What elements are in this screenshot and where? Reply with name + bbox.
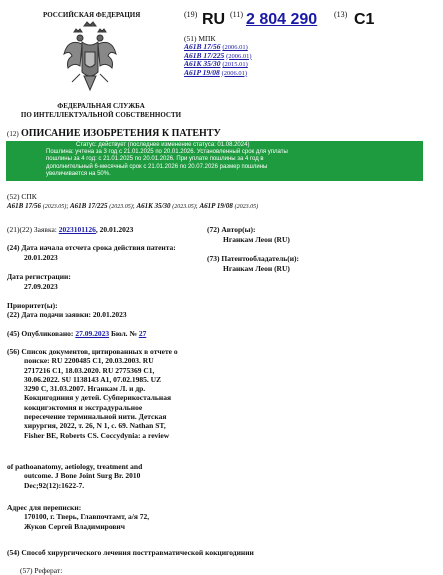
patent-number-link[interactable]: 2 804 290: [246, 11, 318, 28]
federation-label: РОССИЙСКАЯ ФЕДЕРАЦИЯ: [43, 11, 141, 19]
spk-year: (2023.05): [109, 204, 133, 210]
spk-code: A61K 35/30: [136, 202, 171, 210]
status-box: [6, 141, 423, 181]
abstract-label: (57) Реферат:: [20, 566, 63, 575]
mpk-code-link[interactable]: A61B 17/56: [184, 42, 221, 51]
citation-line: кокцигэктомия и экстрадуральное: [24, 402, 143, 412]
status-line-3: пошлины за 4 год: с 21.01.2025 по 20.01.2026. При уплате пошлины за 4 год в: [46, 156, 264, 163]
code-13: (13): [334, 10, 348, 19]
spk-label: (52) СПК: [7, 192, 37, 201]
citations-continued: [7, 462, 142, 490]
spk-year: (2023.05): [172, 204, 196, 210]
citation-line: Кокцигодиния у детей. Субперикостальная: [24, 393, 172, 403]
code-19: (19): [184, 10, 198, 19]
status-line-1: Статус: действует (последнее изменение статуса: 01.08.2024): [76, 142, 250, 148]
patent-holder-label: (73) Патентообладатель(и):: [207, 254, 300, 263]
citation-line: 2717216 C1, 18.03.2020. RU 2775369 C1,: [24, 365, 155, 375]
published-label: (45) Опубликовано:: [7, 329, 74, 338]
document-title: ОПИСАНИЕ ИЗОБРЕТЕНИЯ К ПАТЕНТУ: [21, 128, 221, 139]
citation-line: 3290 C, 31.03.2007. Нганкам Л. и др.: [24, 384, 146, 394]
status-line-5: увеличивается на 50%.: [46, 170, 111, 177]
priority-label: Приоритет(ы):: [7, 301, 58, 310]
spk-list: A61B 17/56 (2023.05); A61B 17/225 (2023.05); A61K 35/30 (2023.05); A61P 19/08 (2023.05): [7, 202, 259, 210]
agency-line-2: ПО ИНТЕЛЛЕКТУАЛЬНОЙ СОБСТВЕННОСТИ: [20, 111, 182, 119]
mpk-year: (2006.01): [221, 69, 248, 77]
mpk-label: (51) МПК: [184, 34, 216, 43]
published-date-link[interactable]: 27.09.2023: [75, 329, 110, 338]
term-start-label: (24) Дата начала отсчета срока действия патента:: [7, 243, 176, 252]
citation-line: Fisher BE, Roberts CS. Coccydynia: a review: [24, 430, 170, 440]
invention-title: (54) Способ хирургического лечения посттравматической кокцигодинии: [7, 548, 254, 557]
address-line: Жуков Сергей Владимирович: [24, 521, 125, 531]
mpk-year: (2015.01): [222, 61, 248, 68]
citations-block: [7, 347, 199, 440]
status-line-2: Пошлина: учтена за 3 год с 21.01.2025 по 20.01.2026. Установленный срок для уплаты: [46, 149, 288, 156]
published-field: [7, 329, 146, 338]
term-start-value: 20.01.2023: [24, 253, 58, 262]
spk-code: A61B 17/225: [70, 202, 108, 210]
mpk-code-link[interactable]: A61P 19/08: [184, 67, 220, 77]
citation-line: outcome. J Bone Joint Surg Br. 2010: [24, 471, 141, 481]
mpk-year: (2006.01): [226, 52, 252, 60]
registration-value: 27.09.2023: [24, 282, 58, 291]
code-12: (12): [7, 130, 19, 138]
kind-code: C1: [354, 11, 375, 28]
registration-label: Дата регистрации:: [7, 272, 71, 281]
spk-year: (2023.05): [42, 204, 67, 210]
mpk-list: [184, 43, 252, 77]
russia-emblem-icon: [60, 20, 120, 96]
authors-value: Нганкам Леон (RU): [223, 235, 290, 244]
citation-line: пересечение терминальной нити. Детская: [24, 412, 167, 422]
agency-line-1: ФЕДЕРАЛЬНАЯ СЛУЖБА: [57, 102, 145, 110]
application-label: (21)(22) Заявка:: [7, 225, 57, 234]
mpk-item: [184, 69, 252, 78]
mpk-code-link[interactable]: A61K 35/30: [184, 59, 221, 68]
status-line-4: дополнительный 6-месячный срок с 21.01.2026 по 20.07.2026 размер пошлины: [46, 163, 268, 170]
spk-code: A61P 19/08: [199, 202, 233, 210]
application-date: , 20.01.2023: [95, 225, 134, 234]
country-code: RU: [202, 11, 226, 28]
authors-label: (72) Автор(ы):: [207, 225, 256, 234]
citation-line: Dec;92(12):1622-7.: [24, 480, 85, 490]
spk-year: (2023.05): [234, 204, 259, 210]
filing-date: (22) Дата подачи заявки: 20.01.2023: [7, 310, 127, 319]
correspondence-address: [7, 503, 149, 531]
citation-line: 30.06.2022. SU 1138143 A1, 07.02.1985. UZ: [24, 374, 162, 384]
application-number-link[interactable]: 2023101126: [58, 225, 96, 234]
mpk-year: (2006.01): [222, 44, 248, 51]
spk-code: A61B 17/56: [7, 202, 42, 210]
citation-line: поиске: RU 2200485 C1, 20.03.2003. RU: [24, 356, 154, 366]
bulletin-label: Бюл. №: [110, 329, 137, 338]
citation-line: (56) Список документов, цитированных в отчете о: [7, 347, 178, 356]
address-line: 170100, г. Тверь, Главпочтамт, а/я 72,: [24, 512, 150, 522]
citation-line: of pathoanatomy, aetiology, treatment and: [7, 462, 143, 471]
patent-holder-value: Нганкам Леон (RU): [223, 264, 290, 273]
code-11: (11): [230, 10, 244, 19]
citation-line: хирургия, 2022, т. 26, N 1, с. 69. Nathan ST,: [24, 421, 166, 431]
bulletin-number-link[interactable]: 27: [138, 329, 147, 338]
address-label: Адрес для переписки:: [7, 503, 82, 512]
mpk-code-link[interactable]: A61B 17/225: [184, 50, 225, 60]
application-field: [7, 225, 133, 234]
